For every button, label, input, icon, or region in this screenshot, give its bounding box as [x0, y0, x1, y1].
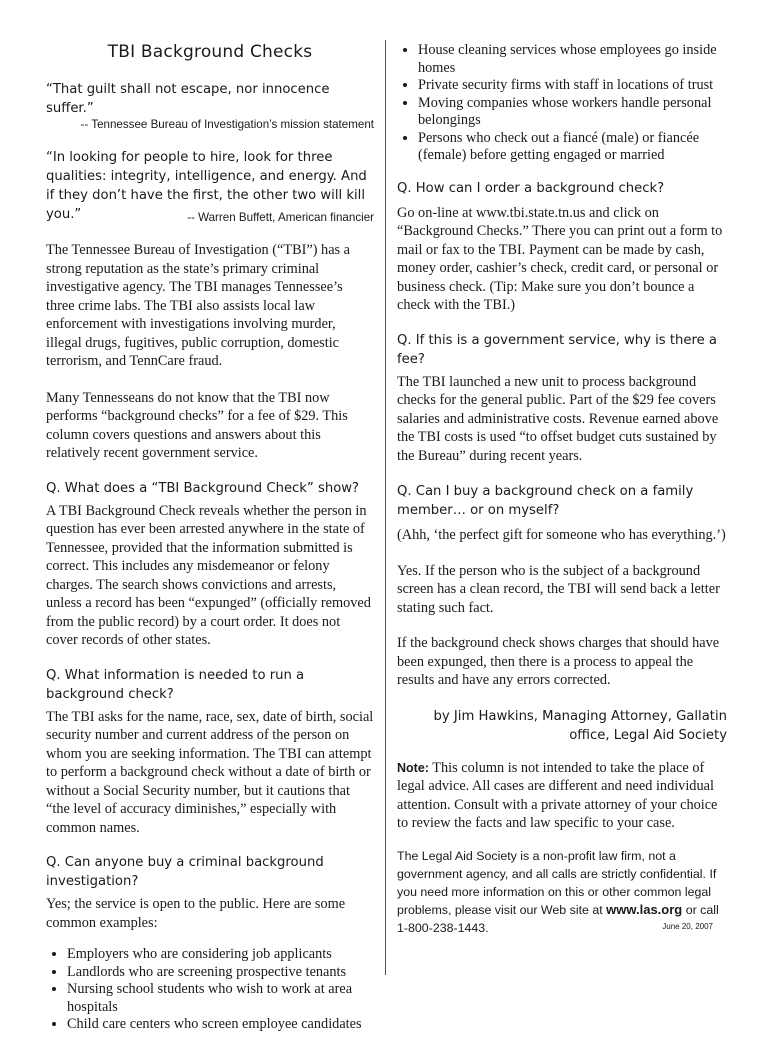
answer-6-part-1: Yes. If the person who is the subject of a background screen has a clean record, the TBI will send back a letter stating such fact.: [397, 562, 720, 616]
answer-3: Yes; the service is open to the public. Here are some common examples:: [46, 896, 346, 931]
answer-5: The TBI launched a new unit to process background checks for the general public. Part of the $29 fee covers salaries and administrative costs. Revenue earned above the TBI costs is used “to offset budget cuts sustained by the Bureau” during recent years.: [397, 373, 719, 464]
question-1: Q. What does a “TBI Background Check” show?: [46, 480, 360, 496]
list-item: • House cleaning services whose employees go inside homes: [418, 42, 727, 77]
footer-text-2: or call 1-800-238-1443.: [397, 902, 719, 935]
examples-list-right: [397, 42, 727, 165]
footer-text-1: The Legal Aid Society is a non-profit law firm, not a government agency, and all calls are strictly confidential. If you need more information on this or other common legal problems, please visit our Web site at: [397, 848, 717, 917]
page-title: TBI Background Checks: [107, 42, 313, 62]
question-5: Q. If this is a government service, why is there a fee?: [397, 332, 717, 367]
answer-6-part-2: If the background check shows charges that should have been expunged, then there is a process to appeal the results and have any errors corrected.: [397, 635, 720, 688]
quote-buffett-attribution: -- Warren Buffett, American financier: [187, 211, 374, 224]
note-label: Note:: [397, 760, 429, 775]
question-2: Q. What information is needed to run a background check?: [46, 667, 305, 702]
author-byline: by Jim Hawkins, Managing Attorney, Gallatin office, Legal Aid Society: [433, 708, 727, 743]
legal-aid-footer: [397, 847, 727, 937]
website-link[interactable]: www.las.org: [606, 901, 683, 917]
answer-6-aside: (Ahh, ‘the perfect gift for someone who has everything.’): [397, 527, 726, 543]
list-item: • Private security firms with staff in locations of trust: [418, 77, 727, 95]
quote-buffett-text: “In looking for people to hire, look for three qualities: integrity, intelligence, and energy. And if they don’t have the first, the other two will kill you.”: [46, 150, 367, 222]
list-item: • Persons who check out a fiancé (male) or fiancée (female) before getting engaged or married: [418, 130, 727, 165]
answer-1: A TBI Background Check reveals whether the person in question has ever been arrested anywhere in the state of Tennessee, provided that the information submitted is correct. This includes any misdemeanor or felony charges. The search shows convictions and arrests, unless a record has been “expunged” (officially removed from the public record) by a court order. It does not cover records of other states.: [46, 502, 371, 648]
right-column: [397, 42, 727, 937]
quote-buffett: [46, 148, 374, 224]
intro-paragraph-1: The Tennessee Bureau of Investigation (“TBI”) has a strong reputation as the state’s primary criminal investigative agency. The TBI manages Tennessee’s three crime labs. The TBI also assists local law enforcement with investigations involving murder, illegal drugs, fugitives, public corruption, domestic terrorism, and TennCare fraud.: [46, 242, 351, 369]
question-4: Q. How can I order a background check?: [397, 180, 665, 196]
answer-4: Go on-line at www.tbi.state.tn.us and click on “Background Checks.” There you can print out a form to mail or fax to the TBI. Payment can be made by cash, money order, cashier’s check, credit card, or personal or business check. (Tip: Make sure you don’t bounce a check with the TBI.): [397, 204, 723, 313]
quote-mission-attribution: -- Tennessee Bureau of Investigation’s mission statement: [80, 118, 374, 131]
question-6: Q. Can I buy a background check on a family member… or on myself?: [397, 484, 694, 518]
examples-list-left: [46, 946, 374, 1034]
quote-mission: “That guilt shall not escape, nor innocence suffer.”: [46, 82, 330, 116]
question-3: Q. Can anyone buy a criminal background investigation?: [46, 855, 324, 889]
publication-date: June 20, 2007: [662, 921, 713, 931]
note-text: This column is not intended to take the place of legal advice. All cases are different and need individual attention. Consult with a private attorney of your choice to review the facts and law specific to your case.: [397, 759, 718, 831]
left-column: [46, 42, 374, 1046]
list-item: • Employers who are considering job applicants: [67, 946, 374, 964]
list-item: • Child care centers who screen employee candidates: [67, 1016, 374, 1034]
intro-paragraph-2: Many Tennesseans do not know that the TBI now performs “background checks” for a fee of $29. This column covers questions and answers about this relatively recent government service.: [46, 389, 348, 461]
column-divider: [385, 40, 386, 975]
list-item: • Moving companies whose workers handle personal belongings: [418, 95, 727, 130]
list-item: • Nursing school students who wish to work at area hospitals: [67, 981, 374, 1016]
list-item: • Landlords who are screening prospective tenants: [67, 964, 374, 982]
disclaimer-note: [397, 759, 727, 833]
answer-2: The TBI asks for the name, race, sex, date of birth, social security number and current address of the person on whom you are seeking information. The TBI can attempt to perform a background check without a date of birth or without a Social Security number, but it cautions that “the level of accuracy diminishes,” especially with common names.: [46, 708, 374, 836]
